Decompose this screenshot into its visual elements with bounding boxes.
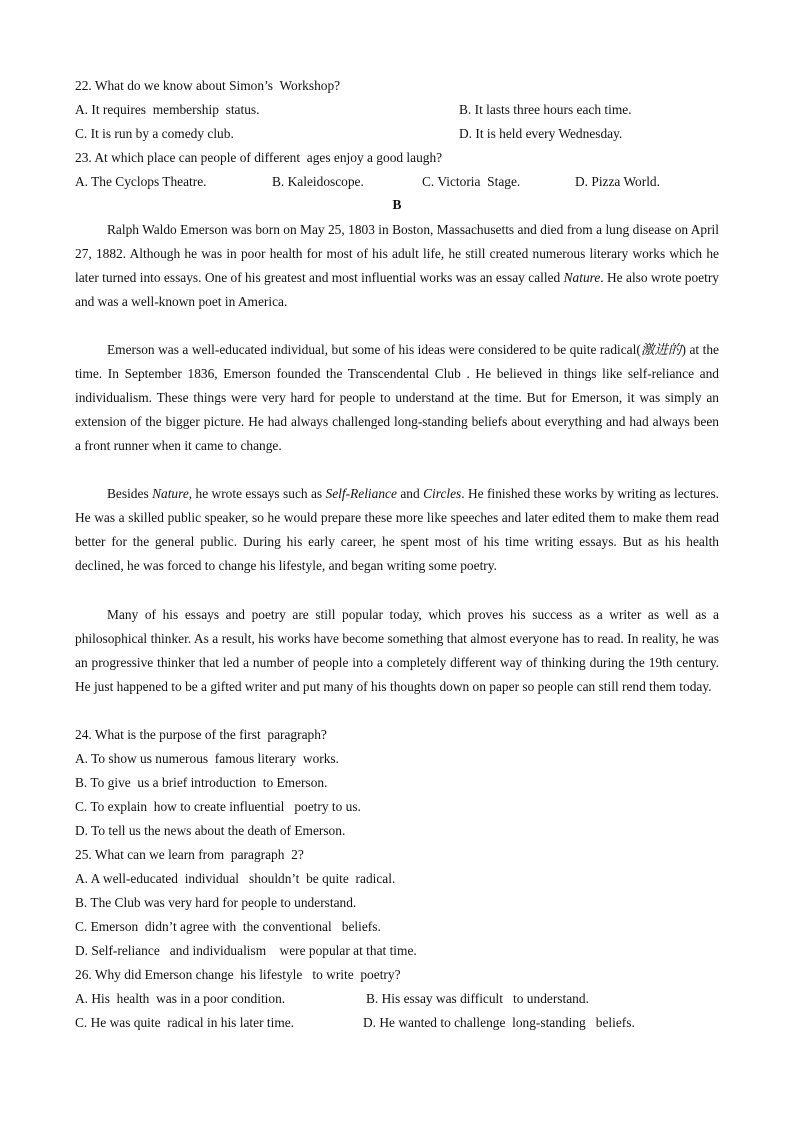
q22-question: 22. What do we know about Simon’s Workshop? <box>75 78 341 93</box>
p1-text-2: . He also wrote poetry and was a well-known poet in America. <box>75 270 719 309</box>
q26-option-d: D. He wanted to challenge long-standing beliefs. <box>363 1015 635 1030</box>
p3-title-circles: Circles <box>423 486 462 501</box>
q25-question: 25. What can we learn from paragraph 2? <box>75 847 304 862</box>
p2-chinese-gloss: 激进的 <box>640 342 682 357</box>
q24-option-a: A. To show us numerous famous literary works. <box>75 751 339 766</box>
q26-option-a: A. His health was in a poor condition. <box>75 991 286 1006</box>
passage-paragraph-3 <box>75 482 719 578</box>
q22-option-a: A. It requires membership status. <box>75 102 260 117</box>
q25-option-d: D. Self-reliance and individualism were popular at that time. <box>75 943 417 958</box>
p1-text-1: Ralph Waldo Emerson was born on May 25, 1803 in Boston, Massachusetts and died from a lung disease on April 27, 1882. Although he was in poor health for most of his adult life, he still created numerous literary works which he later turned into essays. One of his greatest and most influential works was an essay called <box>75 222 719 285</box>
p2-text-1: Emerson was a well-educated individual, but some of his ideas were considered to be quite radical( <box>107 342 641 357</box>
q22-option-d: D. It is held every Wednesday. <box>459 126 623 141</box>
q22-option-b: B. It lasts three hours each time. <box>459 102 632 117</box>
q26-option-b: B. His essay was difficult to understand. <box>366 991 589 1006</box>
q24-option-c: C. To explain how to create influential poetry to us. <box>75 799 361 814</box>
p3-text-1: Besides <box>107 486 153 501</box>
p3-title-self-reliance: Self-Reliance <box>325 486 397 501</box>
q23-option-c: C. Victoria Stage. <box>422 174 521 189</box>
p1-title-nature: Nature <box>563 270 601 285</box>
q23-question: 23. At which place can people of different ages enjoy a good laugh? <box>75 150 443 165</box>
q26-question: 26. Why did Emerson change his lifestyle to write poetry? <box>75 967 401 982</box>
passage-paragraph-4: Many of his essays and poetry are still popular today, which proves his success as a writer as well as a philosophical thinker. As a result, his works have become something that almost everyone has to read. In reality, he was an progressive thinker that led a number of people into a completely different way of thinking during the 19th century. He just happened to be a gifted writer and put many of his thoughts down on paper so people can still rend them today. <box>75 607 719 694</box>
p3-text-2: , he wrote essays such as <box>188 486 326 501</box>
p3-text-4: . He finished these works by writing as lectures. He was a skilled public speaker, so he would prepare these more like speeches and later edited them to make them read better for the general public. During his early career, he spent most of his time writing essays. But as his health declined, he was forced to change his lifestyle, and began writing some poetry. <box>75 486 720 573</box>
q23-option-a: A. The Cyclops Theatre. <box>75 174 207 189</box>
q26-option-c: C. He was quite radical in his later time. <box>75 1015 295 1030</box>
q24-question: 24. What is the purpose of the first paragraph? <box>75 727 327 742</box>
passage-paragraph-1 <box>75 218 719 314</box>
passage-paragraph-2 <box>75 338 719 458</box>
q25-option-a: A. A well-educated individual shouldn’t be quite radical. <box>75 871 396 886</box>
q22-option-c: C. It is run by a comedy club. <box>75 126 234 141</box>
q25-option-c: C. Emerson didn’t agree with the conventional beliefs. <box>75 919 381 934</box>
p3-title-nature: Nature <box>152 486 189 501</box>
q25-option-b: B. The Club was very hard for people to understand. <box>75 895 357 910</box>
section-title: B <box>392 197 402 212</box>
p3-text-3: and <box>396 486 424 501</box>
p2-text-2: ) at the time. In September 1836, Emerson founded the Transcendental Club . He believed in things like self-reliance and individualism. These things were very hard for people to understand at the time. But for Emerson, it was simply an extension of the bigger picture. He had always challenged long-standing beliefs about everything and had always been a front runner when it came to change. <box>75 342 720 453</box>
q24-option-b: B. To give us a brief introduction to Emerson. <box>75 775 328 790</box>
q24-option-d: D. To tell us the news about the death of Emerson. <box>75 823 346 838</box>
q23-option-d: D. Pizza World. <box>575 174 660 189</box>
q23-option-b: B. Kaleidoscope. <box>272 174 364 189</box>
